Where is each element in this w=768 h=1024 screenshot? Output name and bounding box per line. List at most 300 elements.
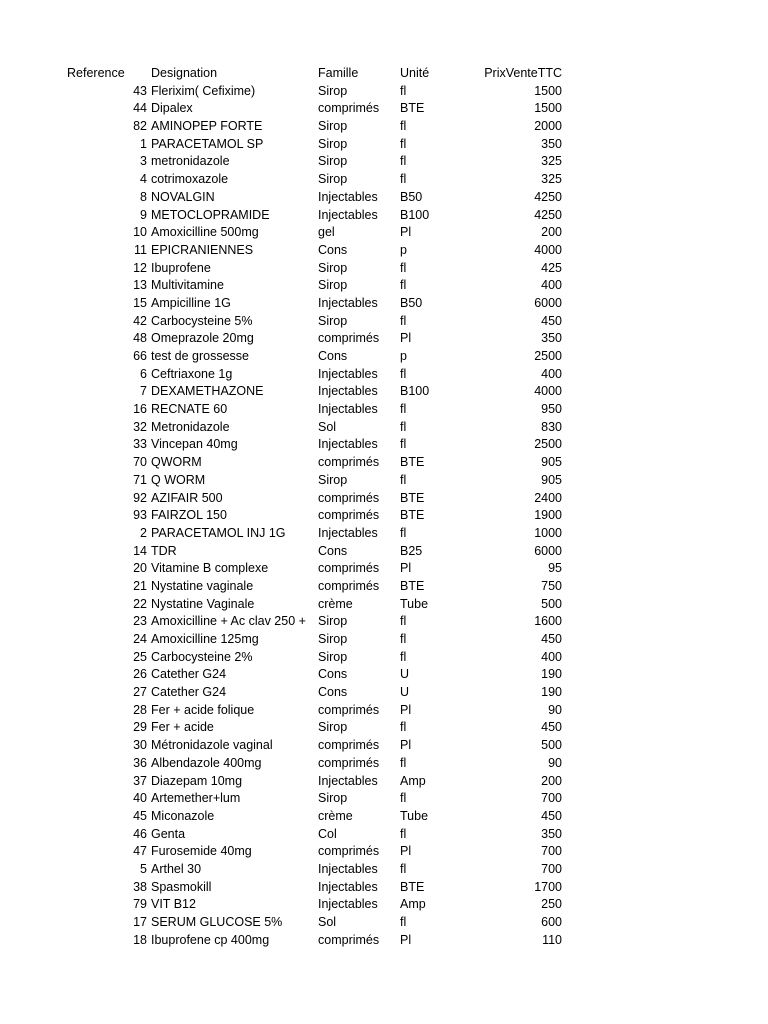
cell-prix: 90 [548, 755, 562, 770]
cell-reference: 93 [133, 508, 147, 523]
cell-prix: 325 [541, 172, 562, 187]
cell-reference: 92 [133, 490, 147, 505]
cell-famille: Sirop [318, 260, 348, 275]
cell-famille: comprimés [318, 331, 380, 346]
cell-designation: Q WORM [151, 472, 206, 487]
cell-reference: 9 [140, 207, 147, 222]
table-row [0, 808, 768, 826]
cell-famille: Injectables [318, 384, 378, 399]
cell-unite: p [400, 242, 407, 257]
cell-famille: Injectables [318, 525, 378, 540]
table-row [0, 224, 768, 242]
cell-designation: AMINOPEP FORTE [151, 119, 263, 134]
table-row [0, 313, 768, 331]
cell-famille: comprimés [318, 455, 380, 470]
cell-unite: fl [400, 649, 407, 664]
cell-unite: p [400, 349, 407, 363]
cell-famille: Injectables [318, 207, 378, 222]
cell-prix: 1700 [534, 879, 562, 894]
cell-prix: 1500 [534, 101, 562, 116]
cell-unite: fl [400, 915, 407, 929]
table-body [0, 83, 768, 950]
cell-designation: Omeprazole 20mg [151, 331, 254, 346]
cell-famille: Cons [318, 667, 348, 682]
cell-designation: PARACETAMOL SP [151, 136, 264, 151]
cell-reference: 8 [140, 189, 147, 204]
cell-famille: Injectables [318, 861, 378, 876]
table-row [0, 613, 768, 631]
cell-prix: 350 [541, 331, 562, 346]
cell-unite: Pl [400, 738, 412, 753]
cell-designation: Vitamine B complexe [151, 561, 269, 576]
cell-reference: 48 [133, 331, 147, 346]
cell-designation: Amoxicilline 125mg [151, 632, 259, 646]
cell-unite: B100 [400, 207, 430, 222]
cell-famille: Injectables [318, 773, 378, 788]
table-row [0, 790, 768, 808]
cell-prix: 90 [548, 702, 562, 717]
cell-famille: Sol [318, 915, 337, 929]
cell-prix: 500 [541, 738, 562, 753]
cell-prix: 250 [541, 897, 562, 912]
cell-famille: Sirop [318, 172, 348, 187]
cell-prix: 350 [541, 826, 562, 841]
table-row [0, 330, 768, 348]
cell-designation: Furosemide 40mg [151, 844, 252, 859]
cell-designation: QWORM [151, 455, 202, 470]
cell-designation: EPICRANIENNES [151, 242, 254, 257]
cell-unite: U [400, 667, 410, 682]
cell-prix: 6000 [534, 543, 562, 558]
cell-designation: SERUM GLUCOSE 5% [151, 915, 283, 929]
cell-unite: fl [400, 720, 407, 735]
header-designation: Designation [151, 66, 218, 80]
cell-prix: 700 [541, 861, 562, 876]
cell-designation: Albendazole 400mg [151, 755, 262, 770]
cell-unite: BTE [400, 455, 425, 470]
cell-designation: Catether G24 [151, 685, 227, 700]
cell-prix: 905 [541, 455, 562, 470]
cell-prix: 425 [541, 260, 562, 275]
cell-prix: 450 [541, 720, 562, 735]
cell-designation: Amoxicilline + Ac clav 250 + [151, 614, 306, 629]
cell-prix: 190 [541, 685, 562, 700]
table-row [0, 879, 768, 897]
cell-unite: fl [400, 632, 407, 646]
cell-famille: Injectables [318, 897, 378, 912]
cell-reference: 22 [133, 596, 147, 611]
cell-famille: Sol [318, 419, 337, 434]
cell-reference: 79 [133, 897, 147, 912]
cell-unite: fl [400, 172, 407, 187]
cell-unite: fl [400, 755, 407, 770]
cell-reference: 6 [140, 366, 147, 381]
cell-famille: Sirop [318, 720, 348, 735]
cell-designation: DEXAMETHAZONE [151, 384, 264, 399]
table-row [0, 719, 768, 737]
cell-unite: BTE [400, 508, 425, 523]
cell-reference: 71 [133, 472, 147, 487]
cell-unite: fl [400, 861, 407, 876]
cell-prix: 700 [541, 791, 562, 806]
cell-reference: 13 [133, 278, 147, 293]
cell-prix: 200 [541, 773, 562, 788]
cell-designation: Artemether+lum [151, 791, 241, 806]
cell-reference: 29 [133, 720, 147, 735]
cell-famille: Injectables [318, 189, 378, 204]
cell-unite: fl [400, 826, 407, 841]
cell-unite: Pl [400, 702, 412, 717]
cell-reference: 28 [133, 702, 147, 717]
cell-designation: Ampicilline 1G [151, 295, 231, 310]
header-reference: Reference [67, 66, 125, 80]
table-row [0, 755, 768, 773]
cell-reference: 46 [133, 826, 147, 841]
cell-prix: 1900 [534, 508, 562, 523]
cell-designation: Multivitamine [151, 278, 224, 293]
cell-reference: 40 [133, 791, 147, 806]
cell-prix: 4000 [534, 242, 562, 257]
cell-famille: comprimés [318, 702, 380, 717]
table-row [0, 560, 768, 578]
cell-prix: 500 [541, 596, 562, 611]
cell-reference: 4 [140, 172, 147, 187]
table-row [0, 490, 768, 508]
cell-prix: 1000 [534, 525, 562, 540]
cell-reference: 42 [133, 313, 147, 328]
cell-prix: 600 [541, 915, 562, 929]
cell-reference: 12 [133, 260, 147, 275]
cell-unite: Pl [400, 225, 412, 240]
cell-designation: Genta [151, 826, 186, 841]
table-row [0, 277, 768, 295]
cell-famille: comprimés [318, 844, 380, 859]
table-row [0, 843, 768, 861]
cell-unite: B50 [400, 295, 423, 310]
cell-prix: 190 [541, 667, 562, 682]
table-row [0, 348, 768, 366]
table-row [0, 932, 768, 950]
cell-unite: B100 [400, 384, 430, 399]
cell-famille: Injectables [318, 437, 378, 452]
cell-reference: 36 [133, 755, 147, 770]
cell-famille: Cons [318, 349, 348, 363]
cell-famille: crème [318, 808, 353, 823]
cell-designation: Dipalex [151, 101, 193, 116]
cell-unite: fl [400, 525, 407, 540]
cell-reference: 82 [133, 119, 147, 134]
cell-unite: Tube [400, 596, 429, 611]
table-row [0, 507, 768, 525]
cell-unite: fl [400, 136, 407, 151]
cell-famille: Sirop [318, 278, 348, 293]
cell-reference: 38 [133, 879, 147, 894]
cell-famille: comprimés [318, 738, 380, 753]
cell-unite: fl [400, 419, 407, 434]
cell-prix: 4250 [534, 189, 562, 204]
cell-prix: 1600 [534, 614, 562, 629]
cell-famille: comprimés [318, 932, 380, 947]
cell-unite: B25 [400, 543, 423, 558]
cell-prix: 400 [541, 366, 562, 381]
cell-designation: Métronidazole vaginal [151, 738, 273, 753]
cell-designation: METOCLOPRAMIDE [151, 207, 270, 222]
cell-prix: 2500 [534, 349, 562, 363]
table-row [0, 631, 768, 649]
table-row [0, 702, 768, 720]
cell-reference: 1 [140, 136, 147, 151]
table-row [0, 136, 768, 154]
cell-reference: 7 [140, 384, 147, 399]
cell-reference: 70 [133, 455, 147, 470]
cell-designation: Fer + acide folique [151, 702, 255, 717]
cell-unite: BTE [400, 879, 425, 894]
cell-designation: RECNATE 60 [151, 402, 228, 417]
table-row [0, 207, 768, 225]
table-row [0, 578, 768, 596]
cell-prix: 400 [541, 649, 562, 664]
header-famille: Famille [318, 66, 359, 80]
table-row [0, 543, 768, 561]
header-unite: Unité [400, 66, 430, 80]
cell-famille: comprimés [318, 755, 380, 770]
cell-famille: Sirop [318, 649, 348, 664]
cell-reference: 26 [133, 667, 147, 682]
cell-prix: 350 [541, 136, 562, 151]
table-row [0, 189, 768, 207]
cell-prix: 830 [541, 419, 562, 434]
cell-designation: TDR [151, 543, 177, 558]
cell-reference: 14 [133, 543, 147, 558]
cell-famille: Sirop [318, 313, 348, 328]
cell-designation: Diazepam 10mg [151, 773, 243, 788]
cell-reference: 44 [133, 101, 147, 116]
cell-unite: BTE [400, 490, 425, 505]
cell-designation: AZIFAIR 500 [151, 490, 223, 505]
cell-famille: Injectables [318, 366, 378, 381]
cell-reference: 11 [134, 242, 147, 257]
table-row [0, 171, 768, 189]
table-row [0, 118, 768, 136]
cell-reference: 23 [133, 614, 147, 629]
cell-famille: Sirop [318, 472, 348, 487]
cell-prix: 1500 [534, 83, 562, 98]
cell-unite: Pl [400, 561, 412, 576]
cell-unite: fl [400, 437, 407, 452]
cell-unite: BTE [400, 101, 425, 116]
cell-unite: Tube [400, 808, 429, 823]
cell-reference: 15 [133, 295, 147, 310]
cell-unite: U [400, 685, 410, 700]
cell-unite: Pl [400, 331, 412, 346]
cell-unite: fl [400, 278, 407, 293]
table-row [0, 383, 768, 401]
table-row [0, 83, 768, 101]
cell-prix: 700 [541, 844, 562, 859]
cell-unite: fl [400, 472, 407, 487]
table-row [0, 773, 768, 791]
cell-prix: 110 [542, 932, 562, 947]
table-row [0, 100, 768, 118]
cell-famille: Sirop [318, 83, 348, 98]
cell-reference: 18 [133, 932, 147, 947]
cell-unite: fl [400, 366, 407, 381]
cell-reference: 32 [133, 419, 147, 434]
table-row [0, 649, 768, 667]
cell-famille: crème [318, 596, 353, 611]
cell-prix: 325 [541, 154, 562, 169]
cell-famille: Cons [318, 685, 348, 700]
cell-reference: 33 [133, 437, 147, 452]
cell-prix: 950 [541, 402, 562, 417]
cell-designation: PARACETAMOL INJ 1G [151, 525, 286, 540]
cell-famille: Injectables [318, 402, 378, 417]
cell-unite: Pl [400, 844, 412, 859]
table-row [0, 242, 768, 260]
cell-designation: Vincepan 40mg [151, 437, 238, 452]
cell-prix: 450 [541, 313, 562, 328]
cell-designation: FAIRZOL 150 [151, 508, 227, 523]
table-row [0, 401, 768, 419]
table-row [0, 861, 768, 879]
cell-prix: 450 [541, 808, 562, 823]
cell-designation: Nystatine vaginale [151, 578, 254, 593]
table-row [0, 153, 768, 171]
cell-prix: 2000 [534, 119, 562, 134]
cell-designation: Carbocysteine 5% [151, 313, 253, 328]
table-row [0, 737, 768, 755]
cell-unite: fl [400, 791, 407, 806]
cell-famille: Sirop [318, 614, 348, 629]
cell-unite: Pl [400, 932, 412, 947]
cell-unite: fl [400, 260, 407, 275]
cell-designation: Metronidazole [151, 419, 230, 434]
cell-designation: Amoxicilline 500mg [151, 225, 259, 240]
cell-famille: gel [318, 225, 335, 240]
cell-prix: 905 [541, 472, 562, 487]
cell-unite: fl [400, 402, 407, 417]
cell-designation: Flerixim( Cefixime) [151, 83, 256, 98]
cell-famille: comprimés [318, 101, 380, 116]
cell-prix: 200 [541, 225, 562, 240]
table-row [0, 260, 768, 278]
cell-designation: Fer + acide [151, 720, 214, 735]
cell-famille: comprimés [318, 508, 380, 523]
cell-prix: 2500 [534, 437, 562, 452]
table-row [0, 896, 768, 914]
cell-unite: fl [400, 119, 407, 134]
cell-prix: 2400 [534, 490, 562, 505]
cell-famille: Sirop [318, 119, 348, 134]
cell-famille: Cons [318, 543, 348, 558]
cell-designation: cotrimoxazole [151, 172, 229, 187]
cell-reference: 30 [133, 738, 147, 753]
table-row [0, 596, 768, 614]
cell-famille: comprimés [318, 490, 380, 505]
table-row [0, 295, 768, 313]
table-row [0, 472, 768, 490]
cell-reference: 17 [133, 915, 147, 929]
table-row [0, 366, 768, 384]
cell-reference: 43 [133, 83, 147, 98]
cell-reference: 3 [140, 154, 147, 169]
table-row [0, 454, 768, 472]
price-table [0, 65, 768, 949]
table-row [0, 525, 768, 543]
cell-prix: 750 [541, 578, 562, 593]
cell-famille: comprimés [318, 578, 380, 593]
cell-reference: 66 [133, 349, 147, 363]
cell-unite: BTE [400, 578, 425, 593]
table-row [0, 419, 768, 437]
cell-reference: 25 [133, 649, 147, 664]
cell-designation: metronidazole [151, 154, 230, 169]
cell-reference: 27 [133, 685, 147, 700]
cell-famille: comprimés [318, 561, 380, 576]
cell-designation: test de grossesse [151, 349, 249, 363]
cell-designation: Spasmokill [151, 879, 212, 894]
cell-prix: 6000 [534, 295, 562, 310]
cell-designation: NOVALGIN [151, 189, 215, 204]
table-row [0, 826, 768, 844]
table-row [0, 684, 768, 702]
cell-reference: 5 [140, 861, 147, 876]
cell-designation: Carbocysteine 2% [151, 649, 253, 664]
cell-famille: Cons [318, 242, 348, 257]
cell-prix: 450 [541, 632, 562, 646]
table-header-row [0, 65, 768, 83]
cell-reference: 37 [133, 773, 147, 788]
table-row [0, 914, 768, 932]
cell-reference: 20 [133, 561, 147, 576]
header-prix: PrixVenteTTC [484, 66, 562, 80]
cell-designation: Ceftriaxone 1g [151, 366, 233, 381]
table-row [0, 436, 768, 454]
cell-famille: Injectables [318, 879, 378, 894]
cell-reference: 47 [133, 844, 147, 859]
cell-unite: fl [400, 313, 407, 328]
cell-unite: fl [400, 614, 407, 629]
cell-designation: Arthel 30 [151, 861, 202, 876]
cell-designation: Ibuprofene [151, 260, 211, 275]
cell-designation: Ibuprofene cp 400mg [151, 932, 270, 947]
cell-prix: 95 [548, 561, 562, 576]
cell-prix: 4000 [534, 384, 562, 399]
cell-reference: 24 [133, 632, 147, 646]
cell-reference: 2 [140, 525, 147, 540]
cell-unite: fl [400, 83, 407, 98]
cell-designation: Miconazole [151, 808, 215, 823]
cell-reference: 21 [133, 578, 147, 593]
cell-famille: Sirop [318, 154, 348, 169]
cell-prix: 400 [541, 278, 562, 293]
cell-designation: VIT B12 [151, 897, 196, 912]
cell-unite: fl [400, 154, 407, 169]
cell-reference: 16 [133, 402, 147, 417]
cell-famille: Col [318, 826, 337, 841]
cell-designation: Catether G24 [151, 667, 227, 682]
cell-unite: Amp [400, 773, 426, 788]
cell-designation: Nystatine Vaginale [151, 596, 255, 611]
cell-unite: Amp [400, 897, 426, 912]
cell-unite: B50 [400, 189, 423, 204]
cell-reference: 45 [133, 808, 147, 823]
cell-reference: 10 [133, 225, 147, 240]
cell-famille: Sirop [318, 791, 348, 806]
table-row [0, 666, 768, 684]
cell-famille: Sirop [318, 136, 348, 151]
cell-prix: 4250 [534, 207, 562, 222]
